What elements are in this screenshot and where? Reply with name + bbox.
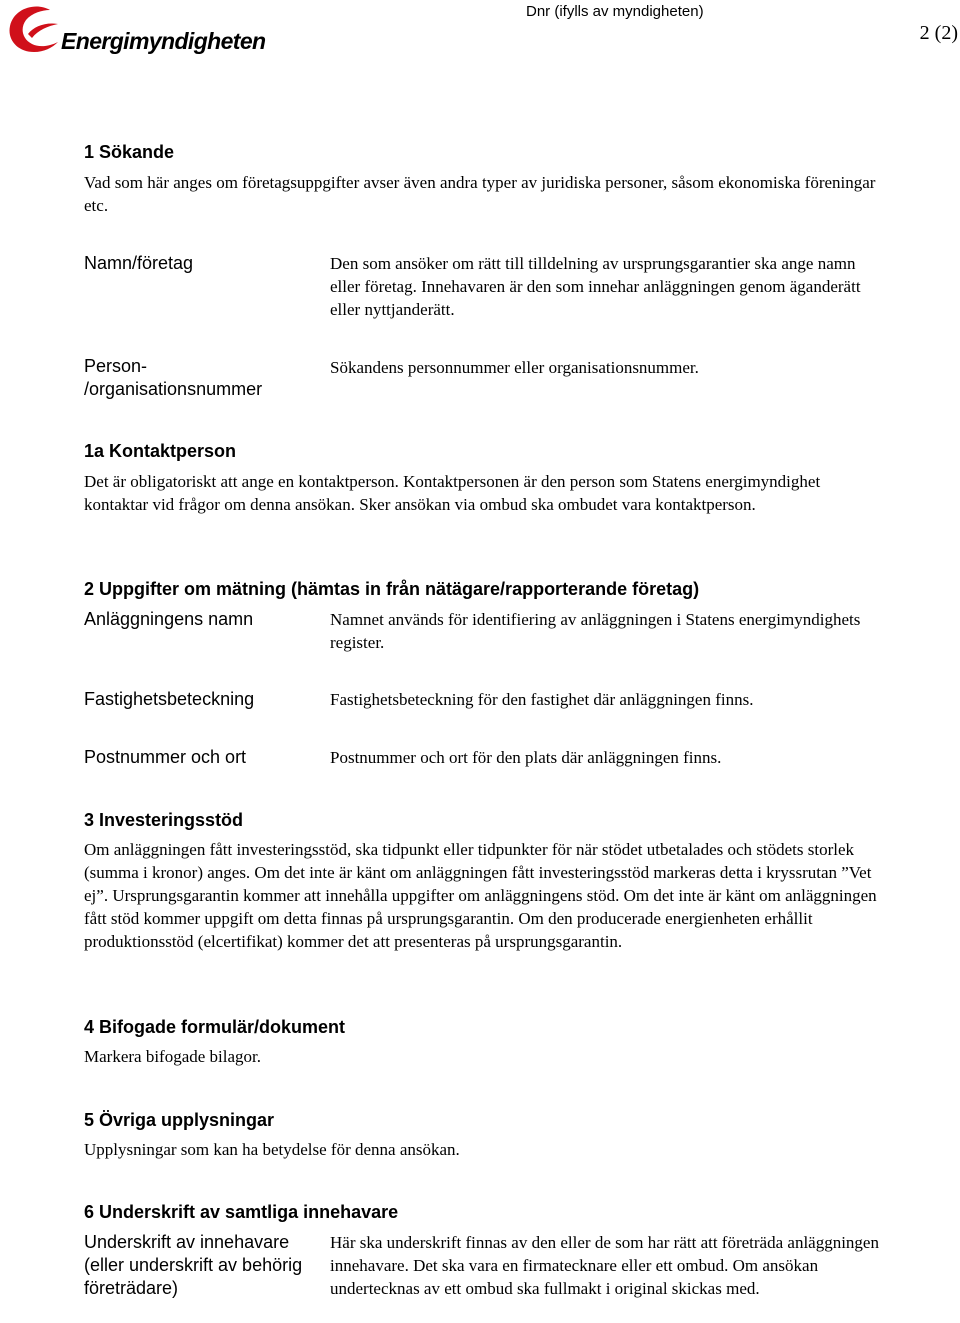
section-5-text: Upplysningar som kan ha betydelse för denna ansökan. — [84, 1140, 460, 1159]
page-number: 2 (2) — [919, 22, 958, 44]
label-postnummer-ort: Postnummer och ort — [84, 747, 247, 767]
label-fastighetsbeteckning: Fastighetsbeteckning — [84, 689, 255, 709]
logo-wordmark: Energimyndigheten — [61, 28, 266, 54]
section-6-heading: 6 Underskrift av samtliga innehavare — [84, 1202, 399, 1222]
section-2-heading: 2 Uppgifter om mätning (hämtas in från nätägare/rapporterande företag) — [84, 579, 700, 599]
section-1-intro: Vad som här anges om företagsuppgifter avser även andra typer av juridiska personer, såsom ekonomiska föreningar etc. — [84, 173, 876, 215]
energimyndigheten-logo — [6, 4, 266, 56]
desc-fastighetsbeteckning: Fastighetsbeteckning för den fastighet där anläggningen finns. — [330, 690, 754, 709]
section-4-heading: 4 Bifogade formulär/dokument — [84, 1017, 346, 1037]
section-3-text: Om anläggningen fått investeringsstöd, ska tidpunkt eller tidpunkter för när stödet utbetalades och stödets storlek (summa i kronor) anges. Om det inte är känt om anläggningen fått investeringsstöd markeras detta i kryssrutan ”Vet ej”. Ursprungsgarantin kommer att innehålla uppgifter om anläggningens stöd. Om det inte är känt om anläggningen fått stöd kommer uppgift om detta finnas på ursprungsgarantin. Om den producerade energienheten erhållit produktionsstöd (elcertifikat) kommer det att presenteras på ursprungsgarantin. — [84, 840, 877, 951]
section-4-text: Markera bifogade bilagor. — [84, 1047, 262, 1066]
section-1-heading: 1 Sökande — [84, 142, 175, 162]
logo-swoosh-icon — [6, 4, 66, 56]
label-personnummer: Person- /organisationsnummer — [84, 356, 263, 399]
label-anlaggningens-namn: Anläggningens namn — [84, 609, 254, 629]
desc-anlaggningens-namn: Namnet används för identifiering av anläggningen i Statens energimyndighets register. — [330, 610, 861, 652]
desc-postnummer-ort: Postnummer och ort för den plats där anläggningen finns. — [330, 748, 722, 767]
section-1a-heading: 1a Kontaktperson — [84, 441, 237, 461]
dnr-label: Dnr (ifylls av myndigheten) — [526, 3, 704, 20]
label-underskrift: Underskrift av innehavare (eller underskrift av behörig företrädare) — [84, 1232, 303, 1298]
page-header — [0, 0, 960, 70]
desc-personnummer: Sökandens personnummer eller organisationsnummer. — [330, 358, 699, 377]
section-5-heading: 5 Övriga upplysningar — [84, 1110, 275, 1130]
desc-namn-foretag: Den som ansöker om rätt till tilldelning av ursprungsgarantier ska ange namn eller företag. Innehavaren är den som innehar anläggningen genom äganderätt eller nyttjanderätt. — [330, 254, 861, 319]
label-namn-foretag: Namn/företag — [84, 253, 194, 273]
section-1a-text: Det är obligatoriskt att ange en kontaktperson. Kontaktpersonen är den person som Statens energimyndighet kontaktar vid frågor om denna ansökan. Sker ansökan via ombud ska ombudet vara kontaktperson. — [84, 472, 821, 514]
section-3-heading: 3 Investeringsstöd — [84, 810, 244, 830]
desc-underskrift: Här ska underskrift finnas av den eller de som har rätt att företräda anläggningen innehavare. Det ska vara en firmatecknare eller ett ombud. Om ansökan undertecknas av ett ombud ska fullmakt i original skickas med. — [330, 1233, 879, 1298]
